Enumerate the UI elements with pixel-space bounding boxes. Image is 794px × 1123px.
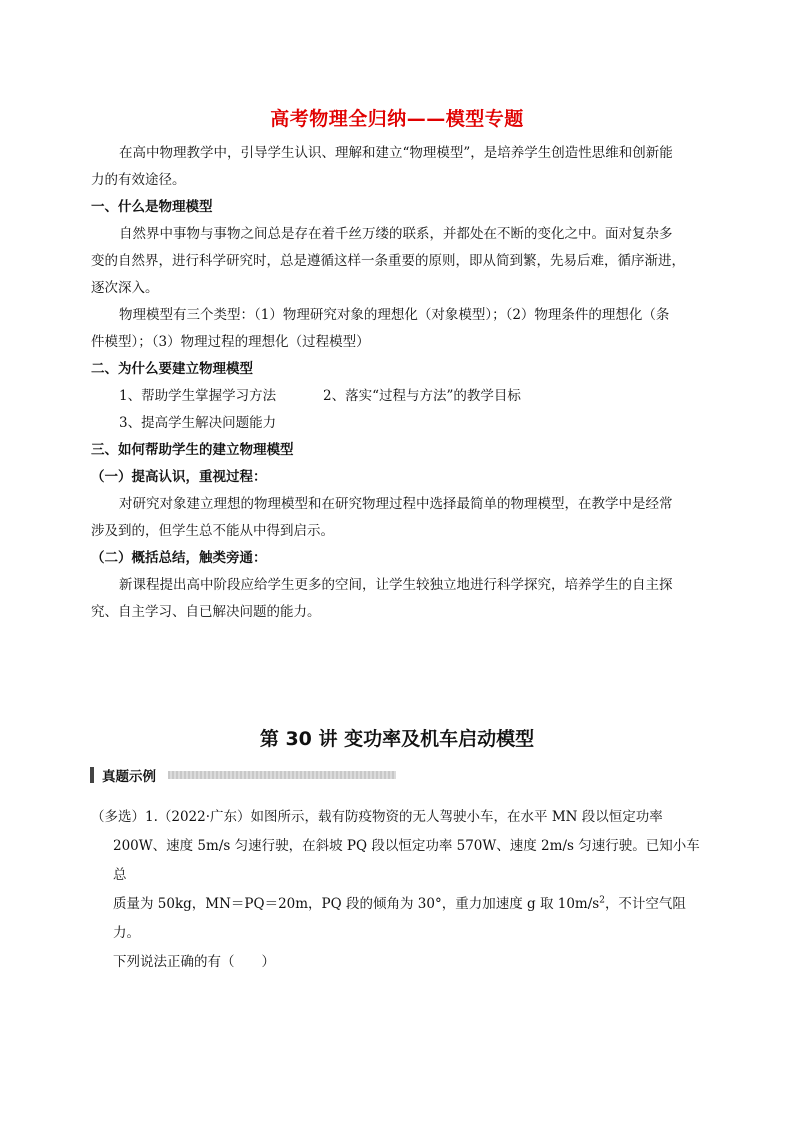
lecture-title: 第 30 讲 变功率及机车启动模型 <box>259 728 535 750</box>
section-1-para-2-line-2: 件模型）；（3）物理过程的理想化（过程模型） <box>91 334 370 350</box>
section-1-heading: 一、什么是物理模型 <box>91 199 213 215</box>
intro-line-1: 在高中物理教学中，引导学生认识、理解和建立“物理模型”，是培养学生创造性思维和创新能 <box>119 145 673 161</box>
section-1-para-1-line-1: 自然界中事物与事物之间总是存在着千丝万缕的联系，并都处在不断的变化之中。面对复杂多 <box>119 226 673 242</box>
section-3-sub-2-line-2: 究、自主学习、自已解决问题的能力。 <box>91 604 321 620</box>
problem-line-3-text: 质量为 50kg，MN＝PQ＝20m，PQ 段的倾角为 30°，重力加速度 g 取 10m/s <box>113 896 600 912</box>
exponent: 2 <box>599 895 605 906</box>
section-marker-icon <box>90 767 94 783</box>
section-label: 真题示例 <box>102 769 156 785</box>
section-3-sub-2-heading: （二）概括总结，触类旁通： <box>91 550 267 566</box>
list-item: 2、落实“过程与方法”的教学目标 <box>323 388 521 404</box>
intro-line-2: 力的有效途径。 <box>91 172 186 188</box>
section-2-row-1 <box>91 383 706 410</box>
problem-line-2: 200W、速度 5m/s 匀速行驶，在斜坡 PQ 段以恒定功率 570W、速度 2m/s 匀速行驶。已知小车总 <box>113 838 700 883</box>
section-3-heading: 三、如何帮助学生的建立物理模型 <box>91 442 294 458</box>
section-3-sub-2-line-1: 新课程提出高中阶段应给学生更多的空间，让学生较独立地进行科学探究，培养学生的自主探 <box>119 577 673 593</box>
article-body <box>91 140 706 626</box>
section-1-para-1-line-2: 变的自然界，进行科学研究时，总是遵循这样一条重要的原则，即从简到繁，先易后难，循序渐进， <box>91 253 685 269</box>
section-2-heading: 二、为什么要建立物理模型 <box>91 361 253 377</box>
problem-1 <box>91 803 711 977</box>
problem-line-3 <box>91 890 711 948</box>
section-bar <box>90 766 396 784</box>
section-1-para-1-line-3: 逐次深入。 <box>91 280 159 296</box>
section-rule <box>168 771 396 779</box>
document-title: 高考物理全归纳——模型专题 <box>270 108 524 130</box>
list-item: 3、提高学生解决问题能力 <box>119 415 277 431</box>
section-1-para-2-line-1: 物理模型有三个类型：（1）物理研究对象的理想化（对象模型）；（2）物理条件的理想化（条 <box>119 307 670 323</box>
problem-line-1: （多选）1.（2022·广东）如图所示，载有防疫物资的无人驾驶小车，在水平 MN 段以恒定功率 <box>91 809 663 825</box>
section-3-sub-1-heading: （一）提高认识，重视过程： <box>91 469 267 485</box>
section-3-sub-1-line-2: 涉及到的，但学生总不能从中得到启示。 <box>91 523 334 539</box>
list-item: 1、帮助学生掌握学习方法 <box>119 388 277 404</box>
section-3-sub-1-line-1: 对研究对象建立理想的物理模型和在研究物理过程中选择最简单的物理模型，在教学中是经常 <box>119 496 673 512</box>
section-2-row-2 <box>91 410 706 437</box>
problem-line-4: 下列说法正确的有（ ） <box>113 954 275 970</box>
problem-line-3-tail: ，不计空气阻力。 <box>113 896 686 941</box>
